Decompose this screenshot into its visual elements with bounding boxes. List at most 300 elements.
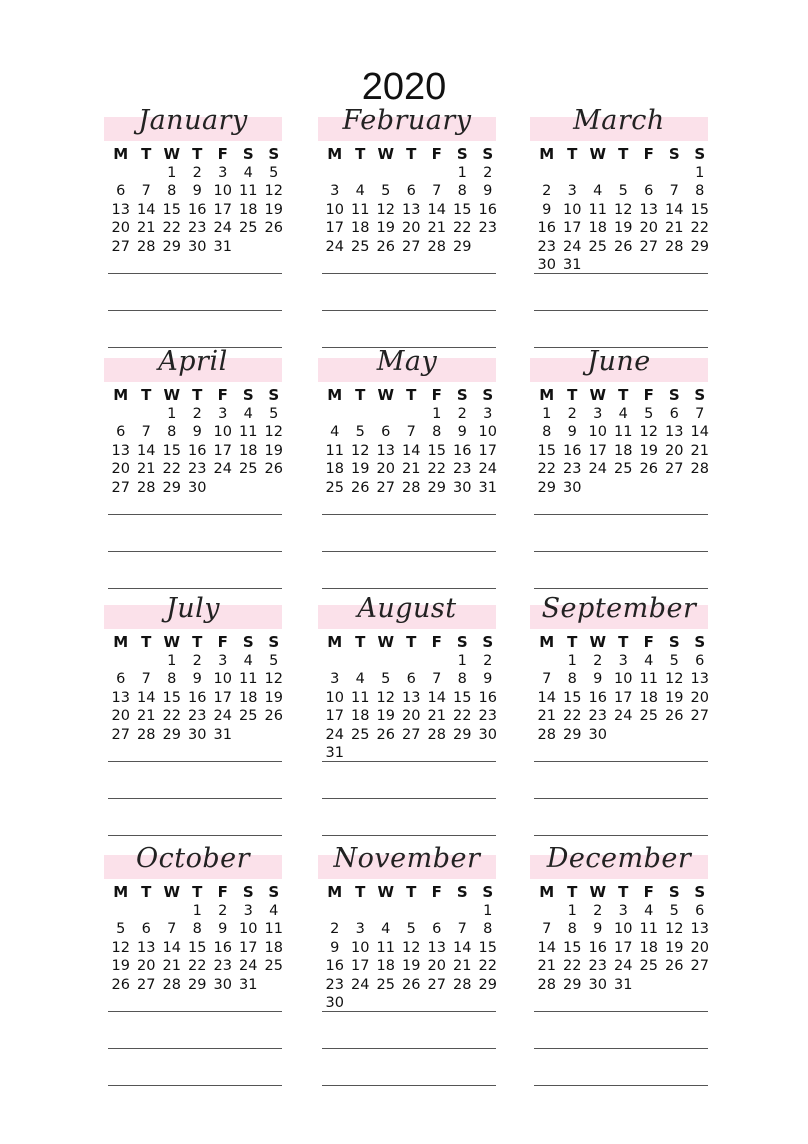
day-cell: 1 (695, 164, 705, 181)
day-cell: 14 (427, 201, 446, 218)
day-cell: 31 (325, 745, 344, 761)
month-name: November (333, 843, 481, 874)
day-cell: 17 (325, 220, 344, 236)
day-cell: 29 (563, 976, 582, 993)
weekday-header: F (217, 633, 228, 651)
weekday-header: S (694, 145, 706, 163)
day-cell: 14 (162, 939, 181, 956)
day-cell: 31 (213, 238, 232, 255)
day-cell: 20 (690, 689, 709, 706)
day-cell: 13 (427, 939, 446, 956)
weekday-header: T (618, 633, 629, 651)
day-cell: 23 (188, 708, 207, 724)
day-cell: 19 (111, 958, 130, 974)
month-name: October (135, 843, 251, 874)
day-cell: 15 (563, 689, 582, 706)
day-cell: 19 (264, 689, 283, 706)
day-cell: 14 (137, 442, 156, 459)
note-line (108, 310, 282, 311)
empty-day-cell (399, 164, 425, 183)
day-cell: 28 (453, 976, 472, 993)
day-cell: 20 (402, 708, 421, 724)
month-name: January (138, 105, 248, 136)
note-line (108, 273, 282, 274)
day-cell: 18 (351, 220, 370, 236)
empty-day-cell (322, 902, 348, 921)
day-cell: 15 (537, 442, 556, 459)
day-cell: 3 (618, 652, 628, 669)
weekday-header: F (431, 145, 442, 163)
day-cell: 10 (614, 921, 633, 937)
day-cell: 2 (192, 164, 202, 181)
day-cell: 24 (614, 958, 633, 974)
day-cell: 28 (690, 461, 709, 477)
day-cell: 23 (453, 461, 472, 477)
day-cell: 18 (239, 689, 258, 706)
day-cell: 20 (665, 442, 684, 459)
empty-day-cell (424, 902, 450, 921)
empty-day-cell (373, 405, 399, 424)
day-cell: 7 (457, 921, 467, 937)
empty-day-cell (322, 652, 348, 671)
day-cell: 29 (162, 726, 181, 743)
day-cell: 9 (483, 671, 493, 687)
day-grid (534, 883, 713, 994)
day-cell: 12 (264, 671, 283, 687)
weekday-header: M (539, 145, 555, 163)
day-cell: 4 (330, 424, 340, 440)
day-cell: 25 (588, 238, 607, 255)
day-cell: 24 (213, 220, 232, 236)
day-cell: 25 (614, 461, 633, 477)
day-cell: 10 (614, 671, 633, 687)
empty-day-cell (399, 405, 425, 424)
day-cell: 8 (542, 424, 552, 440)
weekday-header: S (482, 883, 494, 901)
day-cell: 11 (239, 183, 258, 199)
day-cell: 18 (639, 689, 658, 706)
day-cell: 22 (478, 958, 497, 974)
empty-day-cell (134, 652, 160, 671)
day-cell: 19 (402, 958, 421, 974)
day-cell: 12 (665, 671, 684, 687)
month-august (318, 593, 498, 845)
day-cell: 23 (325, 976, 344, 993)
day-cell: 5 (669, 902, 679, 919)
day-cell: 24 (325, 726, 344, 743)
day-cell: 4 (243, 652, 253, 669)
day-grid (108, 145, 287, 256)
day-cell: 19 (264, 442, 283, 459)
month-name: June (587, 346, 651, 377)
day-cell: 29 (453, 238, 472, 255)
weekday-header: S (242, 883, 254, 901)
day-cell: 23 (478, 708, 497, 724)
day-cell: 9 (192, 424, 202, 440)
day-cell: 28 (162, 976, 181, 993)
day-cell: 25 (239, 461, 258, 477)
day-cell: 11 (614, 424, 633, 440)
day-cell: 9 (542, 201, 552, 218)
day-cell: 16 (588, 689, 607, 706)
day-cell: 15 (427, 442, 446, 459)
day-cell: 15 (563, 939, 582, 956)
day-cell: 28 (665, 238, 684, 255)
day-cell: 23 (478, 220, 497, 236)
month-march (530, 105, 710, 357)
day-cell: 11 (376, 939, 395, 956)
empty-day-cell (399, 652, 425, 671)
day-cell: 14 (427, 689, 446, 706)
empty-day-cell (348, 164, 374, 183)
day-cell: 25 (239, 708, 258, 724)
day-cell: 28 (427, 726, 446, 743)
weekday-header: F (217, 145, 228, 163)
day-cell: 30 (188, 238, 207, 255)
weekday-header: M (539, 633, 555, 651)
day-cell: 7 (141, 183, 151, 199)
day-cell: 16 (478, 201, 497, 218)
weekday-header: T (567, 633, 578, 651)
weekday-header: S (268, 883, 280, 901)
empty-day-cell (611, 164, 637, 183)
weekday-header: W (589, 633, 607, 651)
empty-day-cell (399, 902, 425, 921)
day-cell: 29 (162, 238, 181, 255)
day-cell: 31 (563, 257, 582, 273)
day-cell: 8 (192, 921, 202, 937)
day-cell: 27 (665, 461, 684, 477)
day-cell: 31 (614, 976, 633, 993)
day-cell: 21 (453, 958, 472, 974)
day-cell: 14 (402, 442, 421, 459)
day-cell: 15 (162, 442, 181, 459)
day-cell: 4 (243, 164, 253, 181)
day-cell: 19 (614, 220, 633, 236)
month-december (530, 843, 710, 1095)
weekday-header: F (217, 883, 228, 901)
day-cell: 22 (453, 220, 472, 236)
weekday-header: S (482, 633, 494, 651)
day-cell: 5 (381, 671, 391, 687)
weekday-header: W (163, 633, 181, 651)
note-line (322, 1085, 496, 1086)
day-cell: 28 (137, 726, 156, 743)
day-cell: 24 (325, 238, 344, 255)
day-cell: 2 (218, 902, 228, 919)
weekday-header: T (192, 145, 203, 163)
day-cell: 6 (695, 652, 705, 669)
day-cell: 30 (213, 976, 232, 993)
day-cell: 21 (690, 442, 709, 459)
month-name: April (158, 346, 228, 377)
day-cell: 10 (213, 671, 232, 687)
day-cell: 6 (141, 921, 151, 937)
note-line (108, 1085, 282, 1086)
day-cell: 18 (376, 958, 395, 974)
empty-day-cell (662, 164, 688, 183)
day-cell: 25 (376, 976, 395, 993)
day-cell: 3 (330, 671, 340, 687)
day-cell: 15 (478, 939, 497, 956)
day-cell: 3 (355, 921, 365, 937)
note-line (534, 514, 708, 515)
note-line (534, 310, 708, 311)
month-january (104, 105, 284, 357)
day-cell: 3 (593, 405, 603, 422)
day-cell: 30 (537, 257, 556, 273)
day-cell: 2 (483, 652, 493, 669)
weekday-header: S (668, 386, 680, 404)
day-cell: 10 (325, 201, 344, 218)
weekday-header: M (327, 633, 343, 651)
empty-day-cell (348, 405, 374, 424)
day-cell: 29 (453, 726, 472, 743)
weekday-header: F (643, 145, 654, 163)
weekday-header: W (377, 633, 395, 651)
day-cell: 6 (406, 183, 416, 199)
weekday-header: M (539, 386, 555, 404)
day-cell: 18 (239, 442, 258, 459)
month-name: July (165, 593, 221, 624)
weekday-header: T (355, 633, 366, 651)
note-line (108, 1048, 282, 1049)
day-cell: 10 (478, 424, 497, 440)
day-cell: 19 (376, 708, 395, 724)
day-cell: 7 (432, 183, 442, 199)
weekday-header: T (192, 386, 203, 404)
note-line (108, 761, 282, 762)
day-cell: 7 (669, 183, 679, 199)
day-cell: 4 (644, 902, 654, 919)
day-cell: 11 (325, 442, 344, 459)
empty-day-cell (534, 164, 560, 183)
day-cell: 20 (690, 939, 709, 956)
day-cell: 16 (588, 939, 607, 956)
day-cell: 5 (355, 424, 365, 440)
day-cell: 13 (690, 671, 709, 687)
weekday-header: S (242, 145, 254, 163)
weekday-header: S (694, 883, 706, 901)
day-cell: 26 (376, 238, 395, 255)
day-cell: 25 (351, 726, 370, 743)
day-cell: 18 (639, 939, 658, 956)
weekday-header: T (406, 883, 417, 901)
weekday-header: W (377, 145, 395, 163)
note-line (322, 835, 496, 836)
day-cell: 13 (639, 201, 658, 218)
day-cell: 17 (325, 708, 344, 724)
day-cell: 5 (669, 652, 679, 669)
day-cell: 28 (402, 479, 421, 496)
day-cell: 16 (537, 220, 556, 236)
weekday-header: W (377, 386, 395, 404)
empty-day-cell (534, 652, 560, 671)
day-cell: 29 (563, 726, 582, 743)
day-cell: 14 (665, 201, 684, 218)
day-cell: 26 (665, 958, 684, 974)
note-line (534, 588, 708, 589)
day-cell: 15 (188, 939, 207, 956)
page-title: 2020 (361, 66, 447, 108)
day-cell: 7 (542, 921, 552, 937)
note-line (322, 761, 496, 762)
note-line (534, 835, 708, 836)
day-cell: 7 (141, 424, 151, 440)
day-cell: 4 (593, 183, 603, 199)
day-cell: 3 (330, 183, 340, 199)
day-cell: 18 (614, 442, 633, 459)
day-cell: 29 (188, 976, 207, 993)
day-cell: 6 (669, 405, 679, 422)
day-cell: 17 (239, 939, 258, 956)
day-cell: 13 (402, 201, 421, 218)
weekday-header: W (589, 386, 607, 404)
day-grid (108, 633, 287, 744)
day-cell: 3 (243, 902, 253, 919)
day-cell: 17 (213, 689, 232, 706)
day-cell: 5 (381, 183, 391, 199)
day-cell: 12 (351, 442, 370, 459)
day-cell: 27 (427, 976, 446, 993)
day-cell: 23 (188, 461, 207, 477)
day-cell: 15 (453, 689, 472, 706)
day-cell: 28 (537, 976, 556, 993)
day-grid (534, 633, 713, 744)
day-cell: 4 (381, 921, 391, 937)
weekday-header: T (406, 386, 417, 404)
day-cell: 2 (457, 405, 467, 422)
day-cell: 13 (111, 442, 130, 459)
day-cell: 18 (351, 708, 370, 724)
day-cell: 6 (116, 671, 126, 687)
day-cell: 16 (453, 442, 472, 459)
day-cell: 24 (478, 461, 497, 477)
day-cell: 7 (141, 671, 151, 687)
note-line (108, 551, 282, 552)
day-cell: 27 (690, 958, 709, 974)
weekday-header: M (113, 633, 129, 651)
day-cell: 20 (376, 461, 395, 477)
day-cell: 1 (567, 652, 577, 669)
day-cell: 4 (243, 405, 253, 422)
day-cell: 4 (355, 671, 365, 687)
day-cell: 9 (192, 183, 202, 199)
day-cell: 14 (537, 939, 556, 956)
day-cell: 24 (213, 461, 232, 477)
weekday-header: T (355, 883, 366, 901)
note-line (322, 798, 496, 799)
day-cell: 1 (457, 652, 467, 669)
day-cell: 9 (330, 939, 340, 956)
day-cell: 22 (563, 958, 582, 974)
weekday-header: T (567, 386, 578, 404)
day-cell: 20 (111, 708, 130, 724)
day-cell: 14 (137, 201, 156, 218)
empty-day-cell (322, 405, 348, 424)
day-cell: 3 (618, 902, 628, 919)
weekday-header: T (567, 145, 578, 163)
month-september (530, 593, 710, 845)
weekday-header: T (355, 145, 366, 163)
day-cell: 30 (453, 479, 472, 496)
day-cell: 24 (588, 461, 607, 477)
day-cell: 16 (325, 958, 344, 974)
weekday-header: T (618, 883, 629, 901)
month-july (104, 593, 284, 845)
day-cell: 24 (563, 238, 582, 255)
day-cell: 14 (537, 689, 556, 706)
day-cell: 20 (111, 461, 130, 477)
weekday-header: F (643, 633, 654, 651)
day-cell: 19 (665, 939, 684, 956)
day-cell: 2 (542, 183, 552, 199)
note-line (534, 798, 708, 799)
day-cell: 24 (239, 958, 258, 974)
day-cell: 23 (588, 708, 607, 724)
day-cell: 11 (588, 201, 607, 218)
day-cell: 10 (563, 201, 582, 218)
empty-day-cell (373, 652, 399, 671)
day-cell: 14 (137, 689, 156, 706)
day-cell: 12 (639, 424, 658, 440)
note-line (534, 551, 708, 552)
weekday-header: S (482, 145, 494, 163)
day-cell: 11 (239, 671, 258, 687)
day-cell: 4 (269, 902, 279, 919)
day-cell: 2 (593, 902, 603, 919)
day-cell: 3 (483, 405, 493, 422)
day-cell: 31 (213, 726, 232, 743)
month-name: December (546, 843, 692, 874)
day-cell: 21 (137, 220, 156, 236)
day-cell: 13 (690, 921, 709, 937)
weekday-header: S (456, 883, 468, 901)
day-cell: 21 (665, 220, 684, 236)
weekday-header: S (268, 633, 280, 651)
note-line (108, 588, 282, 589)
day-cell: 29 (537, 479, 556, 496)
empty-day-cell (534, 902, 560, 921)
day-cell: 1 (483, 902, 493, 919)
day-cell: 17 (351, 958, 370, 974)
day-grid (534, 145, 713, 275)
day-cell: 3 (218, 652, 228, 669)
weekday-header: F (431, 633, 442, 651)
day-cell: 8 (695, 183, 705, 199)
day-cell: 13 (665, 424, 684, 440)
day-cell: 6 (381, 424, 391, 440)
day-cell: 26 (111, 976, 130, 993)
day-cell: 22 (453, 708, 472, 724)
day-cell: 4 (618, 405, 628, 422)
day-cell: 27 (111, 479, 130, 496)
day-cell: 28 (427, 238, 446, 255)
day-cell: 2 (593, 652, 603, 669)
day-cell: 9 (593, 671, 603, 687)
day-cell: 5 (116, 921, 126, 937)
day-cell: 11 (639, 921, 658, 937)
empty-day-cell (636, 164, 662, 183)
note-line (534, 761, 708, 762)
day-cell: 11 (239, 424, 258, 440)
day-cell: 5 (269, 652, 279, 669)
note-line (322, 310, 496, 311)
day-cell: 27 (137, 976, 156, 993)
day-cell: 19 (665, 689, 684, 706)
day-cell: 13 (402, 689, 421, 706)
empty-day-cell (424, 164, 450, 183)
